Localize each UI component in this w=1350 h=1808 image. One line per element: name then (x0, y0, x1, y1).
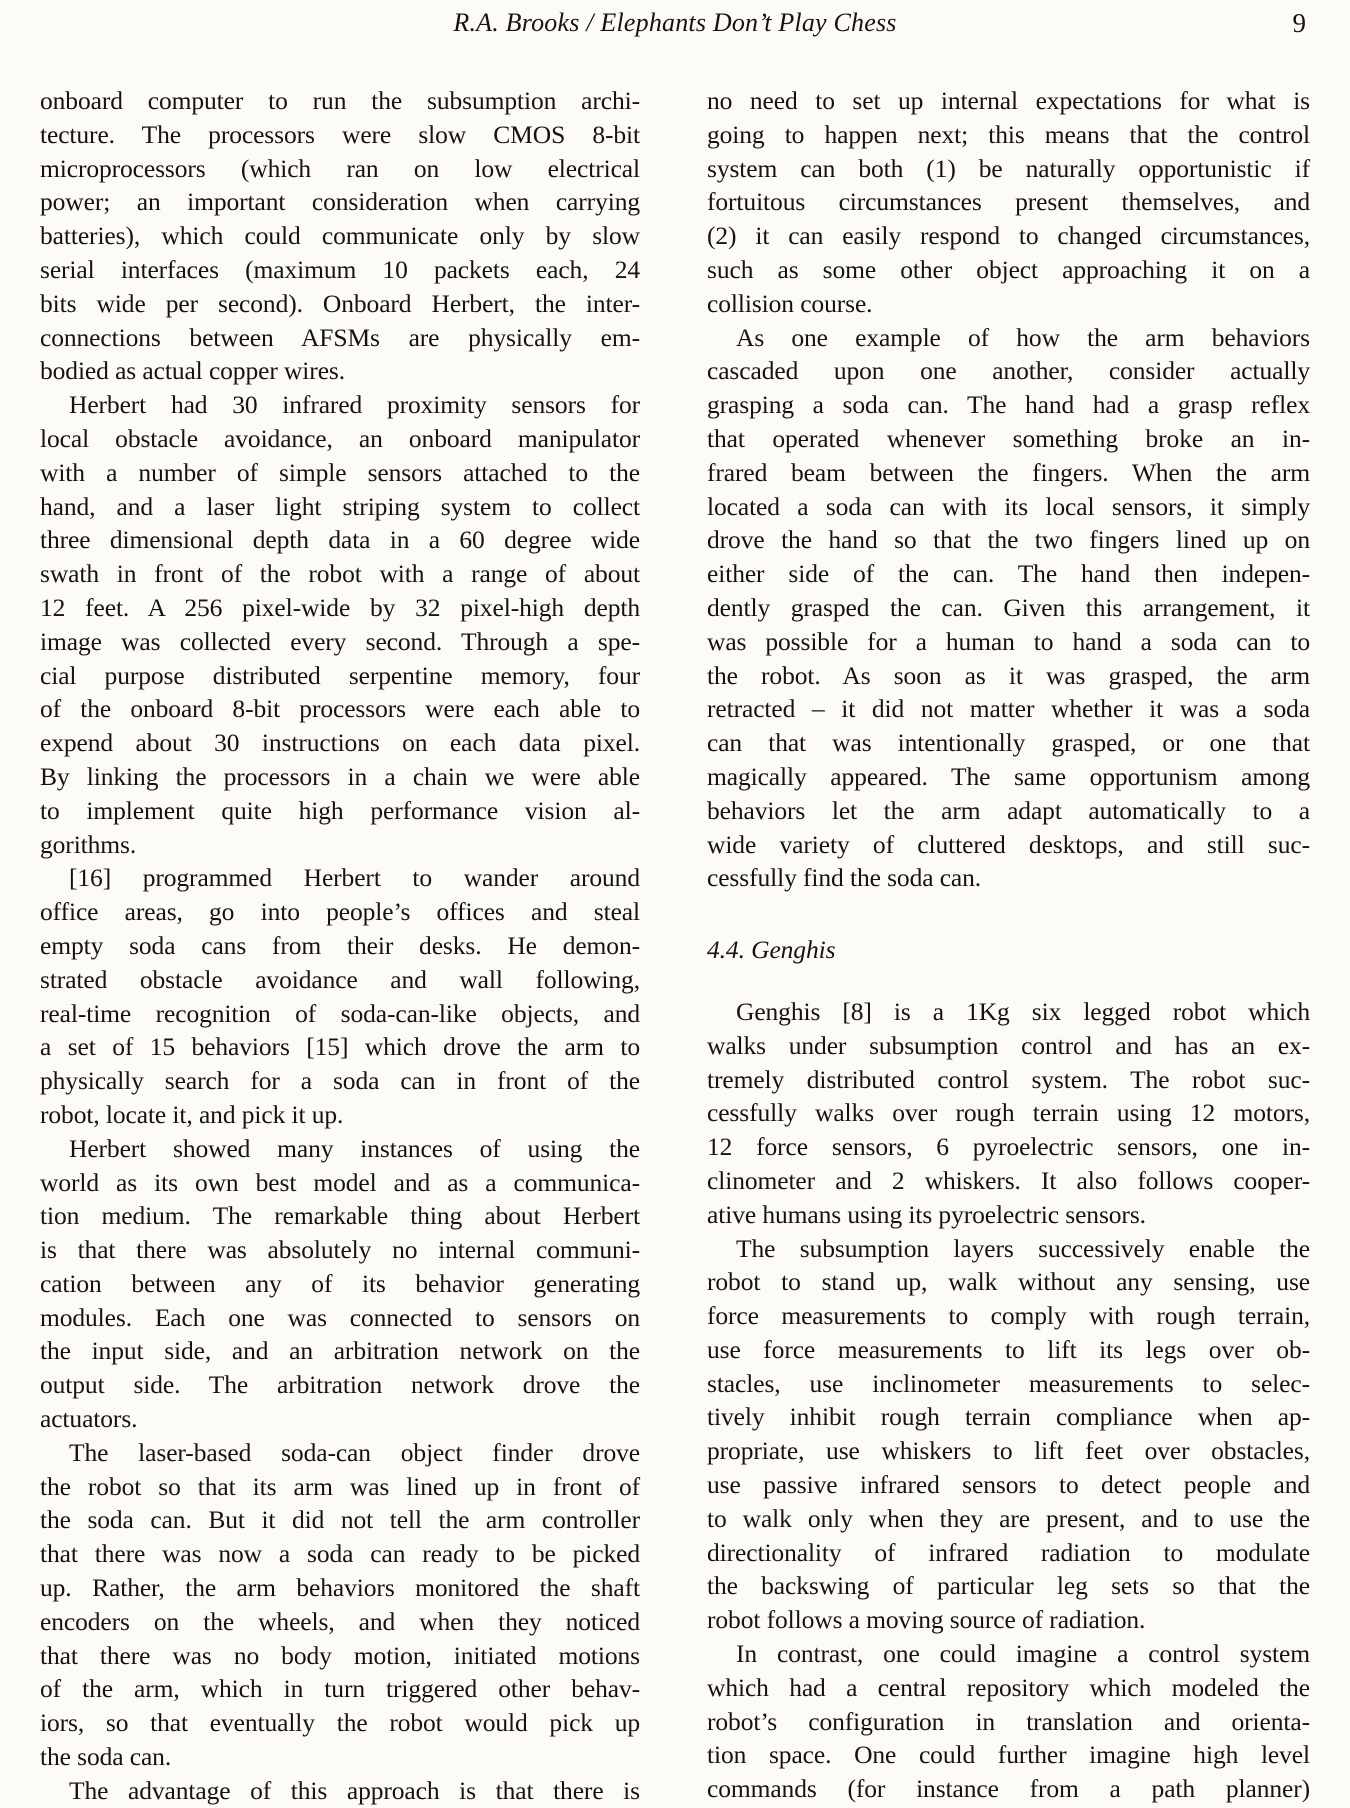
text-line: empty soda cans from their desks. He demon- (40, 930, 640, 960)
text-line: cation between any of its behavior generating (40, 1268, 640, 1298)
text-line: tion medium. The remarkable thing about Herbert (40, 1201, 640, 1231)
text-line: of the arm, which in turn triggered other behav- (40, 1674, 640, 1704)
text-line: tion space. One could further imagine high level (707, 1740, 1310, 1770)
page-number: 9 (1292, 8, 1306, 38)
text-line: up. Rather, the arm behaviors monitored the shaft (40, 1573, 640, 1603)
text-line: real-time recognition of soda-can-like objects, and (40, 998, 640, 1028)
text-line: Herbert showed many instances of using the (69, 1133, 640, 1163)
paragraph (40, 1436, 640, 1774)
text-line: physically search for a soda can in front of the (40, 1066, 640, 1096)
text-line: the robot so that its arm was lined up in front of (40, 1471, 640, 1501)
text-line: the soda can. But it did not tell the arm controller (40, 1505, 640, 1535)
text-line: The subsumption layers successively enable the (736, 1233, 1310, 1263)
column-gutter (640, 84, 707, 1808)
text-line: image was collected every second. Through a spe- (40, 626, 640, 656)
right-column (707, 84, 1310, 1808)
text-line: to implement quite high performance vision al- (40, 795, 640, 825)
text-line: local obstacle avoidance, an onboard manipulator (40, 423, 640, 453)
text-line: is that there was absolutely no internal communi- (40, 1235, 640, 1265)
text-line: tively inhibit rough terrain compliance when ap- (707, 1402, 1310, 1432)
text-line: robot follows a moving source of radiation. (707, 1605, 1146, 1635)
text-line: of the onboard 8-bit processors were each able to (40, 694, 640, 724)
text-line: located a soda can with its local sensors, it simply (707, 491, 1310, 521)
text-line: was possible for a human to hand a soda can to (707, 626, 1310, 656)
text-line: cessfully walks over rough terrain using 12 motors, (707, 1098, 1310, 1128)
text-line: The laser-based soda-can object finder drove (69, 1437, 640, 1467)
text-line: Genghis [8] is a 1Kg six legged robot which (736, 996, 1310, 1026)
text-line: going to happen next; this means that the control (707, 119, 1310, 149)
text-line: no need to set up internal expectations for what is (707, 86, 1310, 115)
text-line: the backswing of particular leg sets so that the (707, 1571, 1310, 1601)
paragraph (707, 1637, 1310, 1806)
text-line: Herbert had 30 infrared proximity sensors for (69, 390, 640, 420)
text-line: a set of 15 behaviors [15] which drove the arm to (40, 1032, 640, 1062)
text-line: grasping a soda can. The hand had a grasp reflex (707, 390, 1310, 420)
text-line: system can both (1) be naturally opportunistic if (707, 153, 1310, 183)
text-line: stacles, use inclinometer measurements to selec- (707, 1368, 1310, 1398)
text-line: swath in front of the robot with a range of about (40, 559, 640, 589)
text-line: walks under subsumption control and has an ex- (707, 1030, 1310, 1060)
text-line: (2) it can easily respond to changed circumstances, (707, 221, 1310, 251)
text-line: The advantage of this approach is that there is (69, 1775, 640, 1805)
running-head (0, 8, 1350, 44)
paragraph (40, 861, 640, 1131)
text-line: tecture. The processors were slow CMOS 8-bit (40, 119, 640, 149)
text-line: output side. The arbitration network drove the (40, 1370, 640, 1400)
text-line: ative humans using its pyroelectric sensors. (707, 1199, 1146, 1229)
text-line: As one example of how the arm behaviors (736, 322, 1310, 352)
text-line: serial interfaces (maximum 10 packets each, 24 (40, 254, 640, 284)
text-line: which had a central repository which modeled the (707, 1672, 1310, 1702)
text-line: wide variety of cluttered desktops, and still suc- (707, 829, 1310, 859)
text-line: world as its own best model and as a communica- (40, 1167, 640, 1197)
text-line: [16] programmed Herbert to wander around (69, 863, 640, 893)
text-line: collision course. (707, 288, 873, 318)
text-line: 12 force sensors, 6 pyroelectric sensors, one in- (707, 1132, 1310, 1162)
text-line: behaviors let the arm adapt automatically to a (707, 795, 1310, 825)
text-line: that there was no body motion, initiated motions (40, 1640, 640, 1670)
text-line: commands (for instance from a path planner) (707, 1774, 1310, 1804)
text-line: office areas, go into people’s offices and steal (40, 897, 640, 927)
text-line: can that was intentionally grasped, or one that (707, 728, 1310, 758)
text-line: cessfully find the soda can. (707, 863, 982, 893)
text-line: batteries), which could communicate only by slow (40, 221, 640, 251)
text-line: drove the hand so that the two fingers lined up on (707, 525, 1310, 555)
text-line: force measurements to comply with rough terrain, (707, 1301, 1310, 1331)
section-heading: 4.4. Genghis (707, 935, 836, 965)
page-body (40, 84, 1310, 1808)
paragraph (40, 1774, 640, 1808)
left-column (40, 84, 640, 1808)
text-line: power; an important consideration when carrying (40, 187, 640, 217)
text-line: expend about 30 instructions on each data pixel. (40, 728, 640, 758)
text-line: 12 feet. A 256 pixel-wide by 32 pixel-high depth (40, 592, 640, 622)
text-line: retracted – it did not matter whether it was a soda (707, 694, 1310, 724)
text-line: connections between AFSMs are physically em- (40, 322, 640, 352)
text-line: By linking the processors in a chain we were able (40, 761, 640, 791)
text-line: gorithms. (40, 829, 137, 859)
text-line: propriate, use whiskers to lift feet over obstacles, (707, 1436, 1310, 1466)
text-line: clinometer and 2 whiskers. It also follows cooper- (707, 1165, 1310, 1195)
text-line: bodied as actual copper wires. (40, 356, 346, 386)
paragraph (40, 1132, 640, 1436)
text-line: cial purpose distributed serpentine memory, four (40, 660, 640, 690)
text-line: with a number of simple sensors attached to the (40, 457, 640, 487)
text-line: modules. Each one was connected to sensors on (40, 1302, 640, 1332)
text-line: iors, so that eventually the robot would pick up (40, 1708, 640, 1738)
text-line: directionality of infrared radiation to modulate (707, 1537, 1310, 1567)
text-line: bits wide per second). Onboard Herbert, the inter- (40, 288, 640, 318)
text-line: the robot. As soon as it was grasped, the arm (707, 660, 1310, 690)
text-line: fortuitous circumstances present themselves, and (707, 187, 1310, 217)
text-line: use passive infrared sensors to detect people and (707, 1470, 1310, 1500)
text-line: dently grasped the can. Given this arrangement, it (707, 592, 1310, 622)
paragraph (707, 1232, 1310, 1638)
text-line: that operated whenever something broke an in- (707, 423, 1310, 453)
text-line: robot’s configuration in translation and orienta- (707, 1706, 1310, 1736)
paragraph (707, 321, 1310, 896)
text-line: strated obstacle avoidance and wall following, (40, 964, 640, 994)
text-line: hand, and a laser light striping system to collect (40, 491, 640, 521)
text-line: In contrast, one could imagine a control system (736, 1639, 1310, 1669)
running-title: R.A. Brooks / Elephants Don’t Play Chess (453, 8, 897, 37)
paragraph (707, 84, 1310, 321)
text-line: onboard computer to run the subsumption archi- (40, 86, 640, 115)
text-line: tremely distributed control system. The robot suc- (707, 1064, 1310, 1094)
text-line: frared beam between the fingers. When the arm (707, 457, 1310, 487)
text-line: magically appeared. The same opportunism among (707, 761, 1310, 791)
text-line: robot to stand up, walk without any sensing, use (707, 1267, 1310, 1297)
paragraph (40, 388, 640, 861)
text-line: to walk only when they are present, and to use the (707, 1503, 1310, 1533)
text-line: the input side, and an arbitration network on the (40, 1336, 640, 1366)
paragraph (40, 84, 640, 388)
paragraph (707, 995, 1310, 1232)
text-line: three dimensional depth data in a 60 degree wide (40, 525, 640, 555)
text-line: the soda can. (40, 1742, 172, 1772)
text-line: cascaded upon one another, consider actually (707, 356, 1310, 386)
text-line: such as some other object approaching it on a (707, 254, 1310, 284)
text-line: robot, locate it, and pick it up. (40, 1099, 344, 1129)
text-line: that there was now a soda can ready to be picked (40, 1539, 640, 1569)
text-line: encoders on the wheels, and when they noticed (40, 1606, 640, 1636)
text-line: microprocessors (which ran on low electrical (40, 153, 640, 183)
text-line: either side of the can. The hand then indepen- (707, 559, 1310, 589)
text-line: use force measurements to lift its legs over ob- (707, 1334, 1310, 1364)
text-line: actuators. (40, 1404, 138, 1434)
